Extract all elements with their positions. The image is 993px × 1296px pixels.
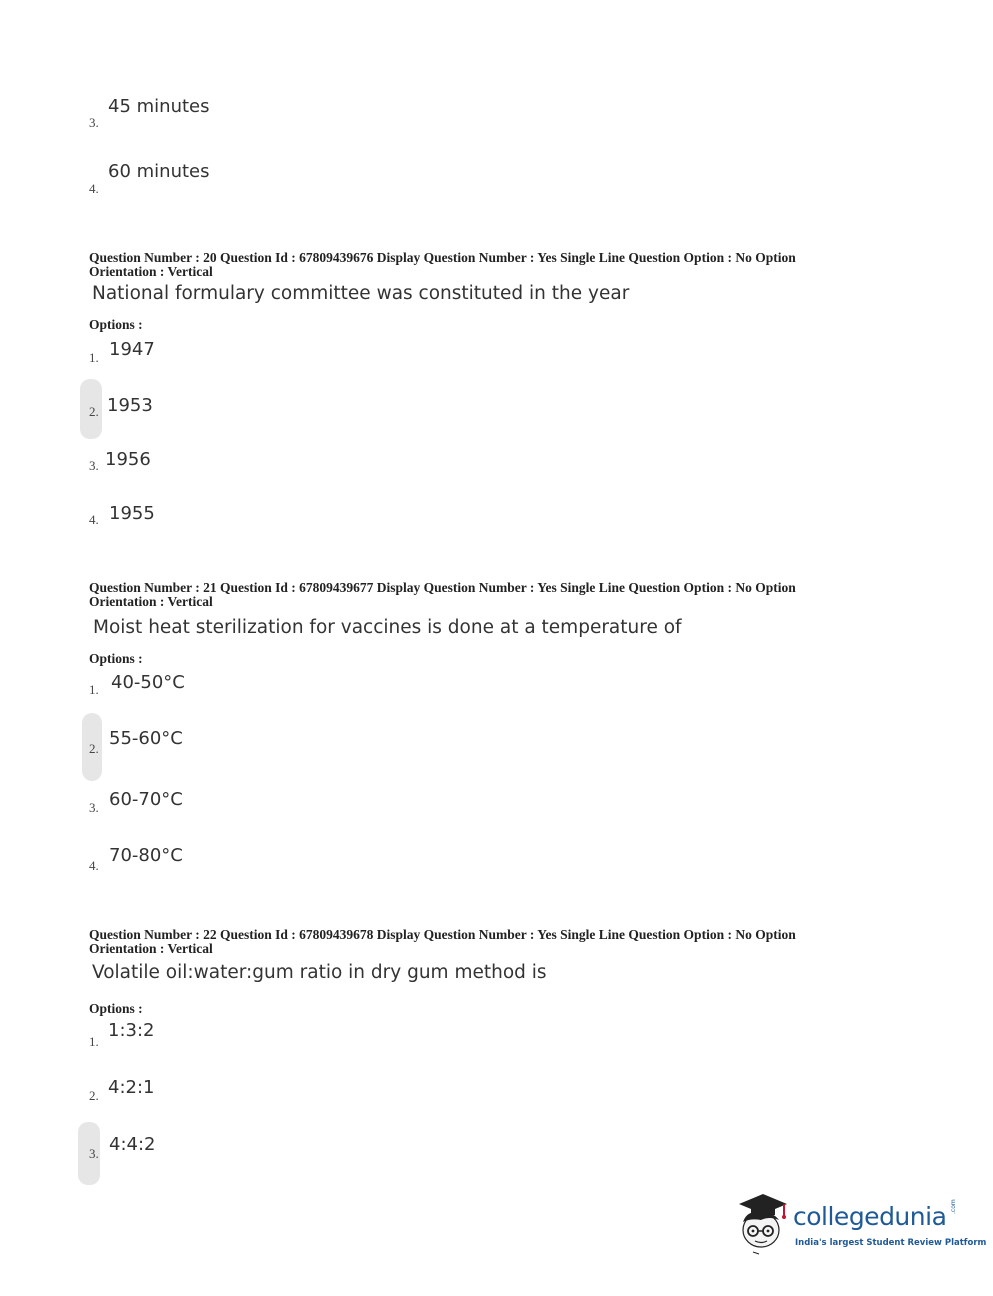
option-text[interactable]: 55-60°C [109, 728, 183, 749]
option-number: 4. [89, 181, 99, 196]
question-text: Moist heat sterilization for vaccines is done at a temperature of [93, 617, 682, 638]
question-meta-line2: Orientation : Vertical [89, 264, 213, 279]
options-label: Options : [89, 1001, 143, 1016]
option-text[interactable]: 1953 [107, 395, 153, 416]
option-number: 1. [89, 350, 99, 365]
question-meta-line1: Question Number : 20 Question Id : 67809439676 Display Question Number : Yes Single Line Question Option : No Option [89, 250, 796, 265]
option-text[interactable]: 1947 [109, 339, 155, 360]
option-text[interactable]: 1956 [105, 449, 151, 470]
option-text[interactable]: 1:3:2 [108, 1020, 155, 1041]
option-text: 60 minutes [108, 161, 210, 182]
question-text: Volatile oil:water:gum ratio in dry gum method is [92, 962, 547, 983]
option-number: 3. [89, 458, 99, 473]
option-number: 4. [89, 512, 99, 527]
option-number: 3. [89, 800, 99, 815]
option-number: 1. [89, 682, 99, 697]
option-text[interactable]: 4:2:1 [108, 1077, 155, 1098]
option-number: 4. [89, 858, 99, 873]
logo-domain-suffix: .com [950, 1199, 957, 1214]
logo-wordmark[interactable]: collegedunia [793, 1202, 947, 1231]
option-number: 3. [89, 115, 99, 130]
question-meta [89, 581, 879, 609]
options-label: Options : [89, 651, 143, 666]
question-meta-line2: Orientation : Vertical [89, 594, 213, 609]
options-label: Options : [89, 317, 143, 332]
option-text[interactable]: 70-80°C [109, 845, 183, 866]
question-text: National formulary committee was constituted in the year [92, 283, 630, 304]
question-meta-line2: Orientation : Vertical [89, 941, 213, 956]
question-meta [89, 928, 879, 956]
option-text[interactable]: 1955 [109, 503, 155, 524]
option-text: 45 minutes [108, 96, 210, 117]
option-number: 2. [89, 404, 99, 419]
option-number: 1. [89, 1034, 99, 1049]
option-text[interactable]: 4:4:2 [109, 1134, 156, 1155]
logo-tagline: India's largest Student Review Platform [795, 1238, 987, 1248]
option-text[interactable]: 40-50°C [111, 672, 185, 693]
option-number: 2. [89, 741, 99, 756]
option-number: 3. [89, 1146, 99, 1161]
question-meta-line1: Question Number : 22 Question Id : 67809439678 Display Question Number : Yes Single Line Question Option : No Option [89, 927, 796, 942]
question-meta [89, 251, 879, 279]
option-number: 2. [89, 1088, 99, 1103]
option-text[interactable]: 60-70°C [109, 789, 183, 810]
question-meta-line1: Question Number : 21 Question Id : 67809439677 Display Question Number : Yes Single Line Question Option : No Option [89, 580, 796, 595]
